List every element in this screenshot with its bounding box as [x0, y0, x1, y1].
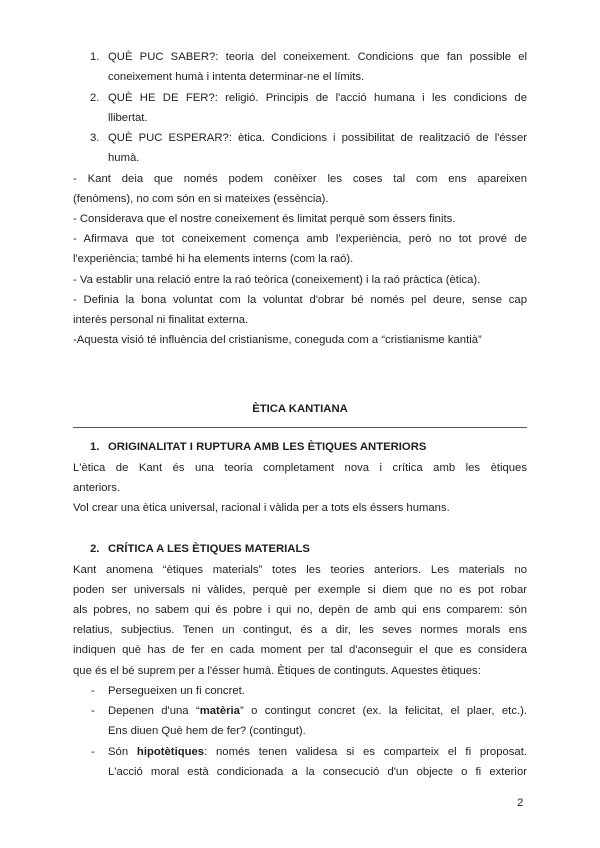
section-1-number: 1.	[90, 441, 100, 453]
bullet-text: Depenen d'una “	[108, 705, 200, 717]
question-line: QUÈ PUC ESPERAR?: ètica. Condicions i possibilitat de realització de l'ésser	[108, 132, 527, 144]
section-title: ÈTICA KANTIANA	[252, 403, 348, 415]
note-line: - Considerava que el nostre coneixement és limitat perquè som éssers finits.	[73, 213, 456, 225]
question-line: QUÈ PUC SABER?: teoria del coneixement. Condicions que fan possible el	[108, 51, 527, 63]
section-1-heading: ORIGINALITAT I RUPTURA AMB LES ÈTIQUES ANTERIORS	[108, 441, 427, 453]
bullet-item	[108, 745, 527, 759]
paragraph-line: als pobres, no sabem qui és pobre i qui no, depèn de amb qui ens comparem: són	[73, 604, 527, 616]
note-line: (fenòmens), no com són en si mateixes (essència).	[73, 193, 329, 205]
paragraph-line: poden ser universals ni vàlides, perquè per exemple si diem que no es pot robar	[73, 584, 527, 596]
bullet-marker: -	[91, 746, 95, 758]
section-2-heading: CRÍTICA A LES ÈTIQUES MATERIALS	[108, 543, 310, 555]
paragraph-line: Kant anomena “ètiques materials” totes les teories anteriors. Les materials no	[73, 564, 527, 576]
note-line: - Kant deia que només podem conèixer les coses tal com ens apareixen	[73, 173, 527, 185]
bullet-item	[108, 704, 527, 718]
section-divider	[73, 427, 527, 428]
paragraph-line: L'ètica de Kant és una teoria completament nova i crítica amb les ètiques	[73, 462, 527, 474]
question-number: 2.	[90, 92, 100, 104]
bullet-text: Són	[108, 746, 137, 758]
note-line: - Definia la bona voluntat com la voluntat d'obrar bé només pel deure, sense cap	[73, 294, 527, 306]
page-number: 2	[517, 797, 524, 809]
section-2-number: 2.	[90, 543, 100, 555]
bullet-text: ” o contingut concret (ex. la felicitat, el plaer, etc.).	[239, 705, 528, 717]
bold-term: hipotètiques	[136, 746, 205, 758]
paragraph-line: relatius, subjectius. Tenen un contingut, és a dir, les seves normes morals ens	[73, 624, 527, 636]
paragraph-line: Vol crear una ètica universal, racional i vàlida per a tots els éssers humans.	[73, 502, 450, 514]
bullet-item: Persegueixen un fi concret.	[108, 685, 245, 697]
question-number: 3.	[90, 132, 100, 144]
bullet-marker: -	[91, 705, 95, 717]
bullet-item-continued: L'acció moral està condicionada a la consecució d'un objecte o fi exterior	[108, 766, 527, 778]
paragraph-line: que és el bé suprem per a l'ésser humà. Ètiques de continguts. Aquestes ètiques:	[73, 665, 481, 677]
note-line: -Aquesta visió té influència del cristianisme, coneguda com a “cristianisme kantià”	[73, 334, 482, 346]
note-line: - Afirmava que tot coneixement comença amb l'experiència, però no tot prové de	[73, 233, 527, 245]
bullet-marker: -	[91, 685, 95, 697]
question-number: 1.	[90, 51, 100, 63]
bold-term: matèria	[199, 705, 240, 717]
note-line: interès personal ni finalitat externa.	[73, 314, 249, 326]
paragraph-line: anteriors.	[73, 482, 121, 494]
question-line: humà.	[108, 152, 140, 164]
question-line: QUÈ HE DE FER?: religió. Principis de l'acció humana i les condicions de	[108, 92, 527, 104]
bullet-item-continued: Ens diuen Què hem de fer? (contingut).	[108, 725, 306, 737]
question-line: coneixement humà i intenta determinar-ne el límits.	[108, 71, 365, 83]
bullet-text: : només tenen validesa si es comparteix el fi proposat.	[204, 746, 527, 758]
note-line: - Va establir una relació entre la raó teòrica (coneixement) i la raó pràctica (ètica).	[73, 274, 481, 286]
question-line: llibertat.	[108, 112, 148, 124]
paragraph-line: indiquen què has de fer en cada moment per tal d'aconseguir el que es considera	[73, 644, 527, 656]
note-line: l'experiència; també hi ha elements interns (com la raó).	[73, 253, 354, 265]
